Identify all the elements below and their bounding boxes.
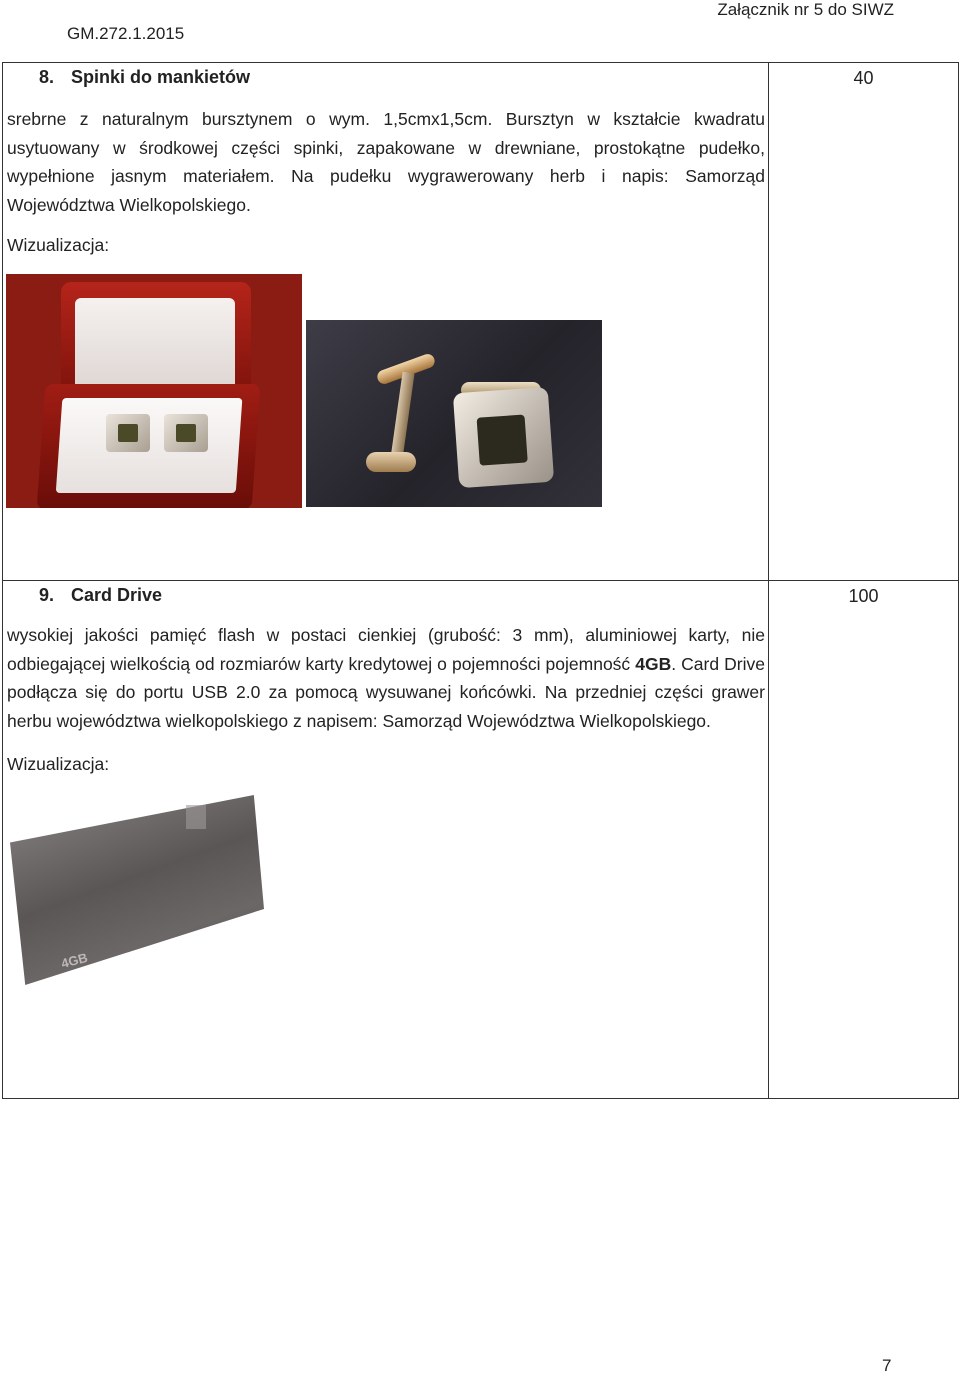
visualization-label: Wizualizacja: [7,754,110,774]
description-text: . Card Drive podłącza się do portu USB 2.0 za pomocą wysuwanej końcówki. Na przedniej części grawer herbu województwa wielkopolskiego z napisem: Samorząd Województwa Wielkopolskiego. [7,653,765,731]
item-number: 9. [39,585,55,605]
table-row [3,63,959,581]
item-number: 8. [39,67,55,87]
cufflinks-closeup-photo [306,320,602,507]
description-text: wysokiej jakości pamięć flash w postaci cienkiej (grubość: 3 mm), aluminiowej karty, nie odbiegającej wielkością od rozmiarów karty kredytowej o pojemności pojemność [7,625,765,674]
item-quantity: 100 [848,586,879,606]
card-capacity-label: 4GB [59,949,90,972]
item-title [3,63,768,88]
document-reference: GM.272.1.2015 [67,24,185,43]
table-row [3,581,959,1099]
cufflinks-box-photo [6,274,302,508]
page-number: 7 [882,1356,892,1375]
photo-gallery [3,256,768,526]
item-title [3,581,768,606]
item-description: srebrne z naturalnym bursztynem o wym. 1,5cmx1,5cm. Bursztyn w kształcie kwadratu usytuowany w środkowej części spinki, zapakowane w drewniane, prostokątne pudełko, wypełnione jasnym materiałem. Na pudełku wygrawerowany herb i napis: Samorząd Województwa Wielkopolskiego. [7,109,765,215]
item-description [7,621,765,735]
item-name: Spinki do mankietów [71,67,251,87]
item-description-cell [3,63,769,581]
attachment-label: Załącznik nr 5 do SIWZ [717,0,894,19]
description-capacity: 4GB [635,653,672,674]
card-drive-photo [6,791,266,991]
items-table [2,62,959,1099]
visualization-label: Wizualizacja: [7,235,110,255]
item-name: Card Drive [71,585,163,605]
item-quantity: 40 [853,68,874,88]
item-quantity-cell [769,63,959,581]
photo-gallery [3,775,768,1015]
item-quantity-cell [769,581,959,1099]
item-description-cell [3,581,769,1099]
